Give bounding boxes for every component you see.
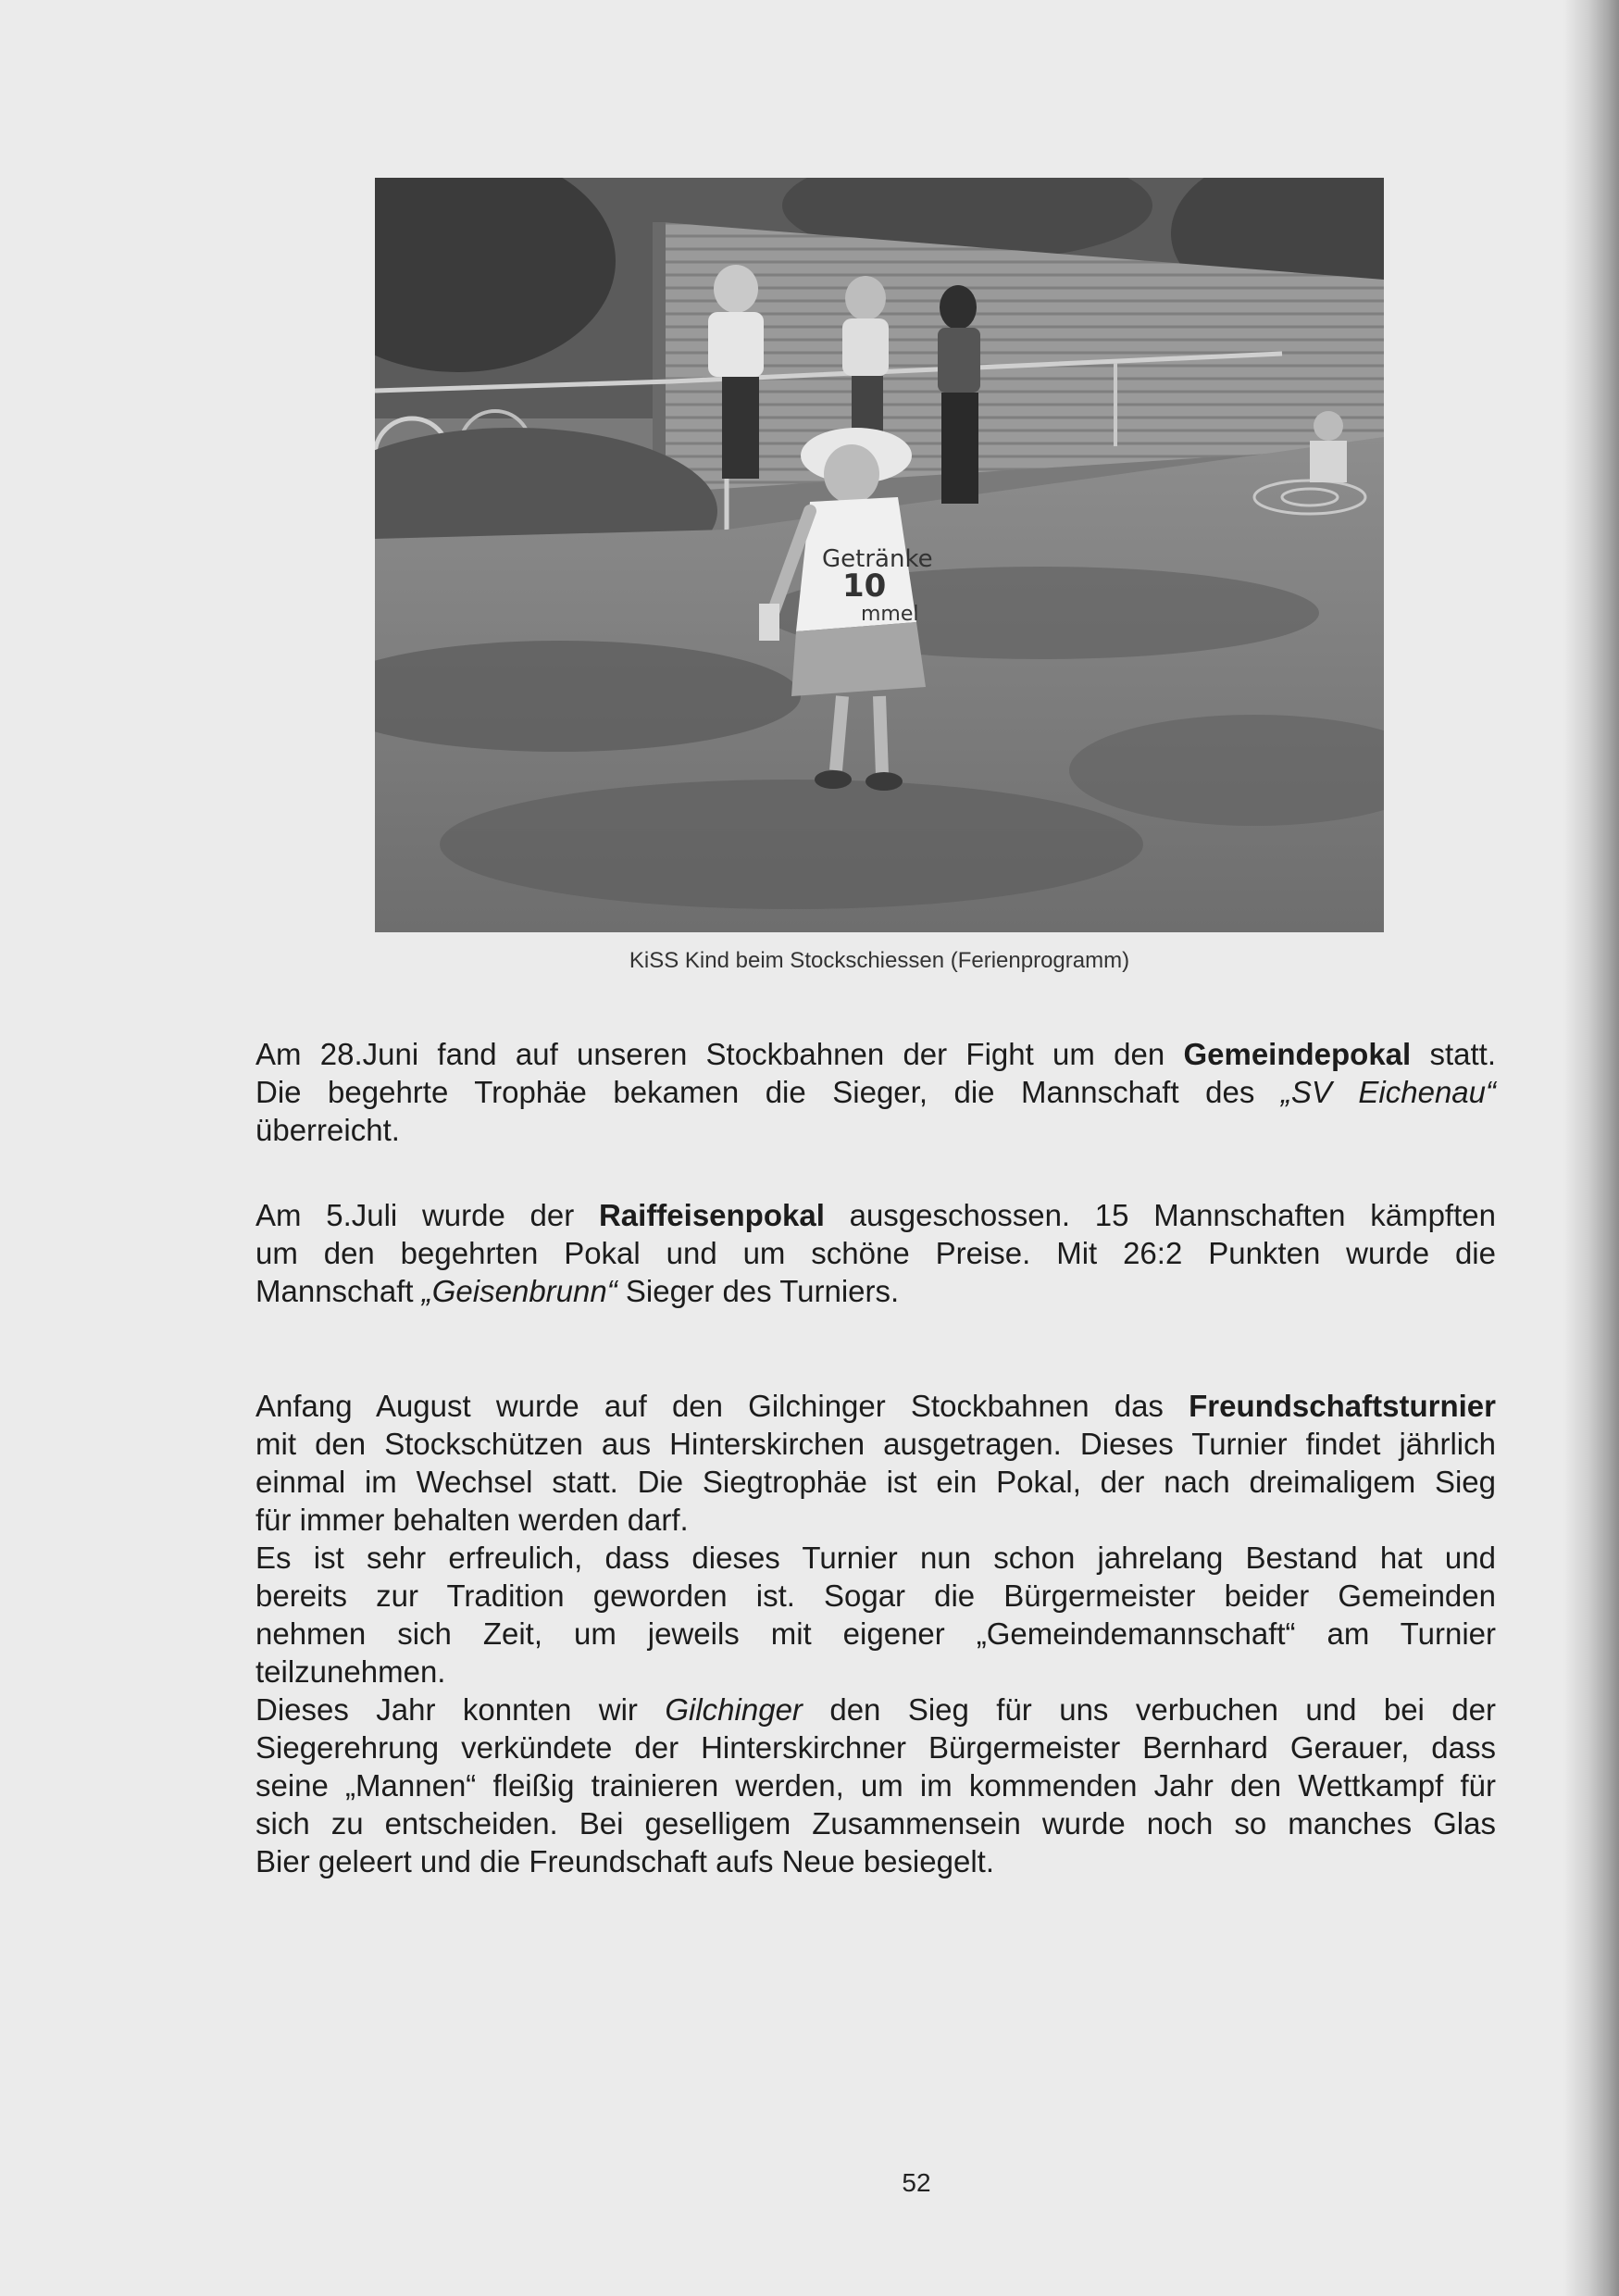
- photo-child-curling: [375, 178, 1384, 932]
- term-gemeindepokal: Gemeindepokal: [1183, 1037, 1412, 1071]
- team-geisenbrunn: „Geisenbrunn“: [421, 1274, 617, 1308]
- paragraph-freundschaftsturnier: Anfang August wurde auf den Gilchinger Stockbahnen das Freundschaftsturnier mit den Stockschützen aus Hinterskirchen ausgetragen. Dieses Turnier findet jährlich einmal im Wechsel statt. Die Siegtrophäe ist ein Pokal, der nach dreimaligem Sieg für immer behalten werden darf. Es ist sehr erfreulich, dass dieses Turnier nun schon jahrelang Bestand hat und bereits zur Tradition geworden ist. Sogar die Bürgermeister beider Gemeinden nehmen sich Zeit, um jeweils mit eigener „Gemeindemannschaft“ am Turnier teilzunehmen. Dieses Jahr konnten wir Gilchinger den Sieg für uns verbuchen und bei der Siegerehrung verkündete der Hinterskirchner Bürgermeister Bernhard Gerauer, dass seine „Mannen“ fleißig trainieren werden, um im kommenden Jahr den Wettkampf für sich zu entscheiden. Bei geselligem Zusammensein wurde noch so manches Glas Bier geleert und die Freundschaft aufs Neue besiegelt.: [255, 1389, 1497, 1878]
- term-raiffeisenpokal: Raiffeisenpokal: [598, 1198, 825, 1232]
- shirt-print-2: 10: [842, 568, 887, 605]
- team-sv-eichenau: „SV Eichenau“: [1280, 1075, 1496, 1109]
- paragraph-gemeindepokal: Am 28.Juni fand auf unseren Stockbahnen der Fight um den Gemeindepokal statt. Die begehrte Trophäe bekamen die Sieger, die Mannschaft des „SV Eichenau“ überreicht.: [255, 1037, 1496, 1147]
- page-spine-shadow: [1563, 0, 1619, 2296]
- paragraph-raiffeisenpokal: Am 5.Juli wurde der Raiffeisenpokal ausgeschossen. 15 Mannschaften kämpften um den begehrten Pokal und um schöne Preise. Mit 26:2 Punkten wurde die Mannschaft „Geisenbrunn“ Sieger des Turniers.: [255, 1198, 1496, 1308]
- shirt-print-1: Getränke: [822, 545, 933, 573]
- page-number: 52: [902, 2168, 931, 2197]
- term-gilchinger: Gilchinger: [665, 1692, 803, 1727]
- term-freundschaftsturnier: Freundschaftsturnier: [1189, 1389, 1496, 1423]
- shirt-print-3: mmel: [861, 603, 919, 626]
- photo-caption: KiSS Kind beim Stockschiessen (Ferienprogramm): [629, 948, 1130, 973]
